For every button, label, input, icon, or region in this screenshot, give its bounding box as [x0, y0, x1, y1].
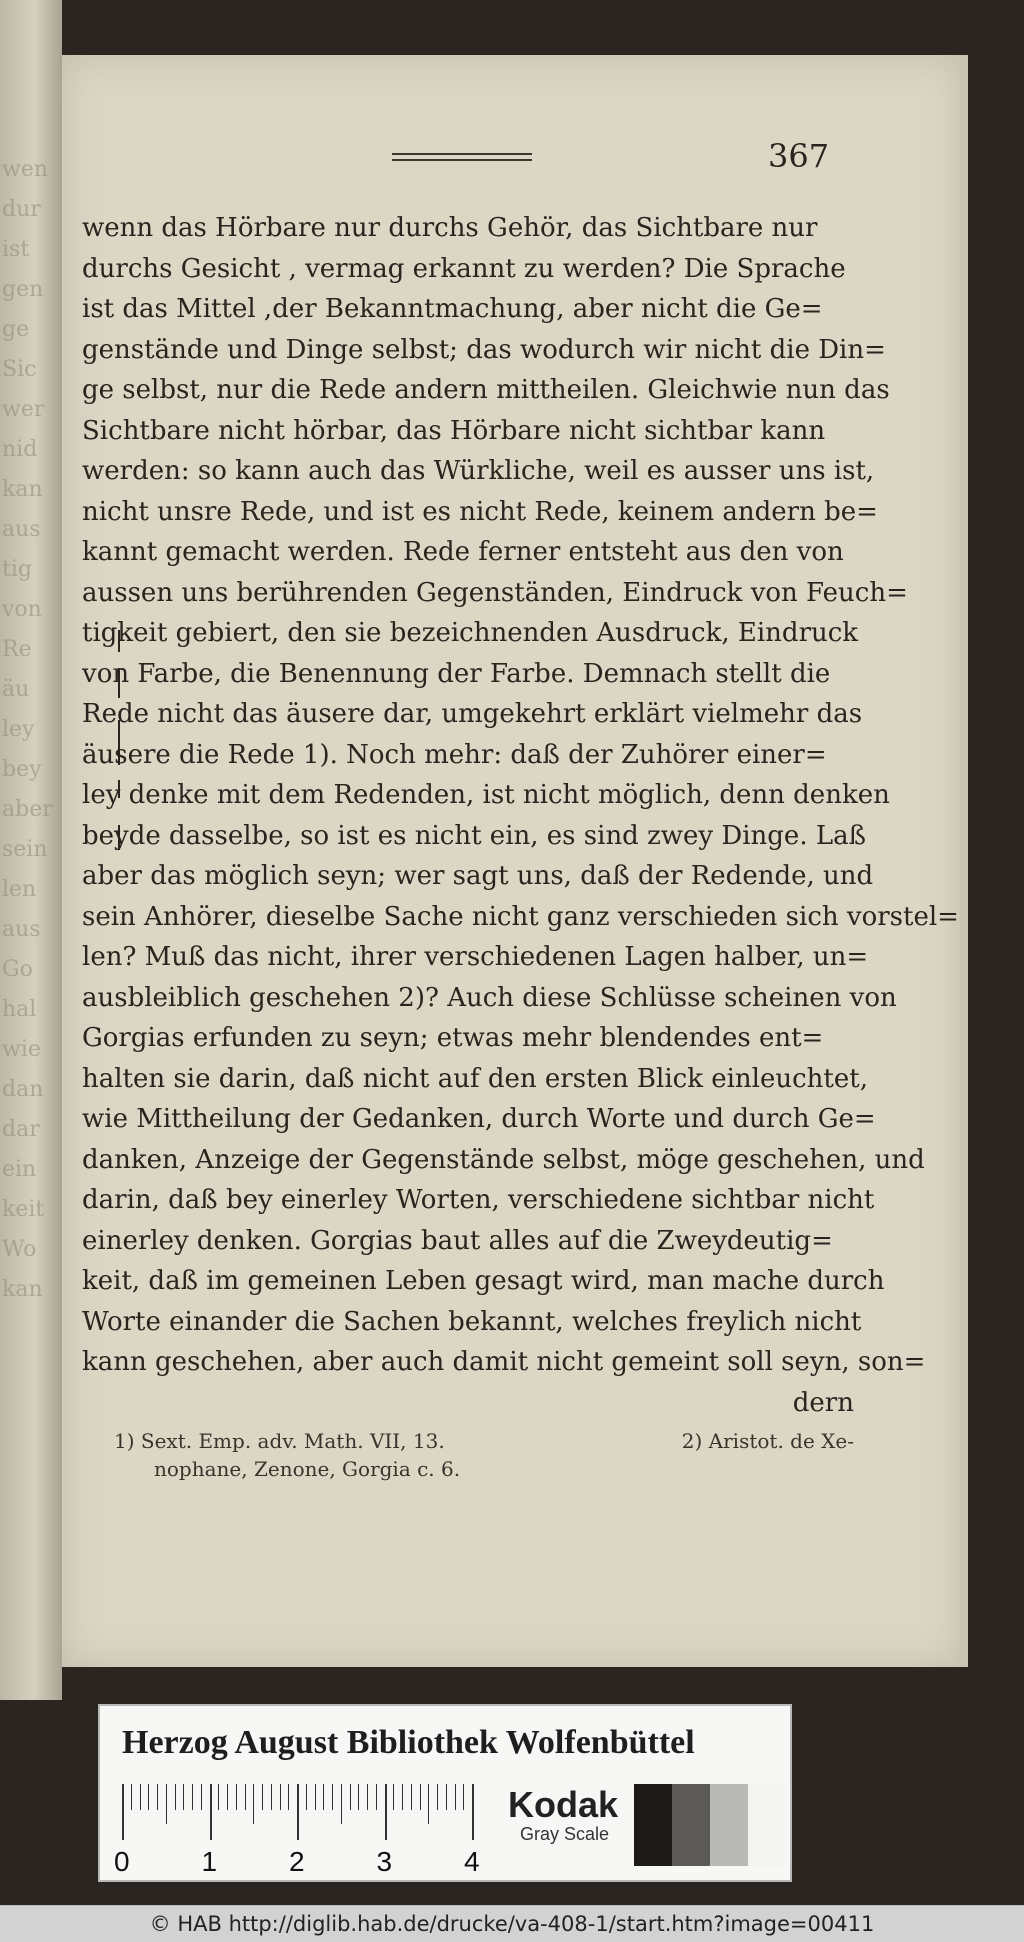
text-line-content: von Farbe, die Benennung der Farbe. Demnach stellt die — [82, 658, 831, 689]
ruler-tick — [262, 1784, 263, 1810]
footnote-2-continuation: nophane, Zenone, Gorgia c. 6. — [154, 1457, 461, 1481]
ruler-tick — [350, 1784, 351, 1810]
text-line — [82, 1180, 875, 1221]
text-line-content: werden: so kann auch das Würkliche, weil es ausser uns ist, — [82, 456, 875, 486]
gray-scale-swatches — [634, 1784, 786, 1866]
ruler-tick — [157, 1784, 158, 1810]
text-line-content: Sichtbare nicht hörbar, das Hörbare nicht sichtbar kann — [82, 415, 826, 446]
text-line — [82, 208, 854, 249]
text-line — [82, 937, 869, 978]
ruler-tick — [271, 1784, 272, 1810]
adjacent-page-ghost-text: wen dur ist gen ge Sic wer nid kan aus tig von Re äu ley bey aber sein len aus Go hal wie dan dar ein keit Wo kan — [2, 157, 53, 1302]
book-page — [62, 55, 962, 1667]
ruler-tick — [402, 1784, 403, 1810]
ruler-tick — [175, 1784, 176, 1810]
text-line-content: tigkeit gebiert, den sie bezeichnenden Ausdruck, Eindruck — [82, 618, 859, 648]
footnote-1: 1) Sext. Emp. adv. Math. VII, 13. — [114, 1429, 445, 1453]
body-text — [82, 208, 959, 1423]
text-line-content: wie Mittheilung der Gedanken, durch Worte und durch Ge= — [82, 1104, 876, 1134]
ruler-label: 4 — [464, 1846, 480, 1877]
text-line — [82, 451, 875, 492]
calibration-title: Herzog August Bibliothek Wolfenbüttel — [122, 1724, 695, 1761]
ruler-tick — [288, 1784, 289, 1810]
text-line — [82, 1099, 876, 1140]
measurement-ruler — [122, 1784, 482, 1844]
header-rule — [392, 153, 532, 161]
text-line-content: ge selbst, nur die Rede andern mittheilen. Gleichwie nun das — [82, 375, 890, 405]
copyright-text: © HAB http://diglib.hab.de/drucke/va-408-1/start.htm?image=00411 — [149, 1912, 875, 1936]
page-number: 367 — [768, 137, 830, 175]
ruler-tick — [122, 1784, 124, 1840]
text-line-content: ley denke mit dem Redenden, ist nicht möglich, denn denken — [82, 780, 890, 810]
text-line-content: aussen uns berührenden Gegenständen, Eindruck von Feuch= — [82, 577, 908, 608]
ruler-tick — [428, 1784, 429, 1824]
text-line-content: darin, daß bey einerley Worten, verschiedene sichtbar nicht — [82, 1185, 875, 1215]
text-line-content: äusere die Rede 1). Noch mehr: daß der Zuhörer einer= — [82, 739, 827, 770]
text-line-content: halten sie darin, daß nicht auf den ersten Blick einleuchtet, — [82, 1063, 868, 1094]
text-line — [82, 330, 886, 371]
text-line — [82, 816, 866, 857]
ruler-tick — [411, 1784, 412, 1810]
text-line — [82, 856, 874, 897]
text-line — [82, 1383, 854, 1424]
ruler-labels — [114, 1846, 494, 1876]
ruler-tick — [446, 1784, 447, 1810]
ruler-label: 3 — [376, 1846, 393, 1877]
ruler-tick — [253, 1784, 254, 1824]
text-line-content: dern — [792, 1387, 854, 1418]
text-line — [82, 411, 854, 452]
ruler-tick — [376, 1784, 377, 1810]
text-line — [82, 654, 854, 695]
text-line — [82, 1018, 854, 1059]
text-line — [82, 492, 878, 533]
text-line-content: keit, daß im gemeinen Leben gesagt wird, man mache durch — [82, 1266, 885, 1296]
ruler-label: 1 — [201, 1846, 218, 1877]
gray-swatch — [672, 1784, 710, 1866]
adjacent-page-edge — [0, 0, 62, 1700]
text-line — [82, 532, 854, 573]
ruler-tick — [332, 1784, 333, 1810]
ruler-tick — [385, 1784, 387, 1840]
gray-swatch — [634, 1784, 672, 1866]
text-line-content: nicht unsre Rede, und ist es nicht Rede, keinem andern be= — [82, 496, 878, 527]
text-line-content: durchs Gesicht , vermag erkannt zu werden? Die Sprache — [82, 253, 846, 284]
ruler-tick — [420, 1784, 421, 1810]
text-line — [82, 978, 897, 1019]
gray-swatch — [710, 1784, 748, 1866]
text-line — [82, 289, 854, 330]
text-line-content: Gorgias erfunden zu seyn; etwas mehr blendendes ent= — [82, 1023, 824, 1053]
ruler-tick — [297, 1784, 299, 1840]
gray-swatch — [748, 1784, 786, 1866]
text-line — [82, 897, 959, 938]
ruler-tick — [323, 1784, 324, 1810]
text-line-content: kannt gemacht werden. Rede ferner entsteht aus den von — [82, 537, 844, 567]
text-line — [82, 1342, 926, 1383]
text-line — [82, 775, 890, 816]
ruler-tick — [131, 1784, 132, 1810]
text-line — [82, 1059, 868, 1100]
ruler-tick — [393, 1784, 394, 1810]
footnotes — [114, 1427, 854, 1483]
ruler-tick — [218, 1784, 219, 1810]
text-line-content: einerley denken. Gorgias baut alles auf die Zweydeutig= — [82, 1225, 833, 1256]
ruler-tick — [455, 1784, 456, 1810]
text-line — [82, 249, 854, 290]
text-line — [82, 1261, 885, 1302]
text-line-content: sein Anhörer, dieselbe Sache nicht ganz verschieden sich vorstel= — [82, 901, 959, 932]
ruler-tick — [315, 1784, 316, 1810]
text-line-content: danken, Anzeige der Gegenstände selbst, möge geschehen, und — [82, 1144, 925, 1175]
gray-scale-label: Gray Scale — [520, 1824, 610, 1844]
text-line — [82, 1221, 854, 1262]
text-line — [82, 694, 863, 735]
text-line-content: genstände und Dinge selbst; das wodurch wir nicht die Din= — [82, 334, 886, 365]
text-line — [82, 573, 908, 614]
text-line-content: ist das Mittel ,der Bekanntmachung, aber nicht die Ge= — [82, 294, 823, 324]
ruler-tick — [236, 1784, 237, 1810]
ruler-tick — [306, 1784, 307, 1810]
calibration-card — [98, 1704, 792, 1882]
ruler-tick — [358, 1784, 359, 1810]
ruler-tick — [201, 1784, 202, 1810]
footnote-2: 2) Aristot. de Xe- — [681, 1429, 854, 1453]
text-line-content: ausbleiblich geschehen 2)? Auch diese Schlüsse scheinen von — [82, 982, 897, 1013]
ruler-tick — [183, 1784, 184, 1810]
text-line-content: beyde dasselbe, so ist es nicht ein, es sind zwey Dinge. Laß — [82, 820, 866, 851]
ruler-tick — [367, 1784, 368, 1810]
ruler-tick — [166, 1784, 167, 1824]
text-line-content: wenn das Hörbare nur durchs Gehör, das Sichtbare nur — [82, 213, 818, 243]
copyright-bar — [0, 1905, 1024, 1942]
ruler-tick — [245, 1784, 246, 1810]
kodak-logo: Kodak — [508, 1784, 619, 1825]
ruler-tick — [463, 1784, 464, 1810]
ruler-tick — [148, 1784, 149, 1810]
ruler-label: 2 — [289, 1846, 305, 1877]
ruler-tick — [280, 1784, 281, 1810]
text-line — [82, 1140, 925, 1181]
text-line-content: len? Muß das nicht, ihrer verschiedenen Lagen halber, un= — [82, 942, 869, 972]
text-line-content: Worte einander die Sachen bekannt, welches freylich nicht — [82, 1306, 862, 1337]
ruler-tick — [227, 1784, 228, 1810]
text-line — [82, 1302, 862, 1343]
ruler-tick — [192, 1784, 193, 1810]
text-line — [82, 370, 890, 411]
ruler-tick — [210, 1784, 212, 1840]
ruler-tick — [140, 1784, 141, 1810]
text-line-content: kann geschehen, aber auch damit nicht gemeint soll seyn, son= — [82, 1347, 926, 1377]
ruler-tick — [341, 1784, 342, 1824]
ruler-tick — [437, 1784, 438, 1810]
ruler-label: 0 — [114, 1846, 130, 1877]
text-line-content: Rede nicht das äusere dar, umgekehrt erklärt vielmehr das — [82, 699, 863, 729]
text-line — [82, 735, 854, 776]
ruler-tick — [472, 1784, 474, 1840]
text-line — [82, 613, 859, 654]
text-line-content: aber das möglich seyn; wer sagt uns, daß der Redende, und — [82, 861, 874, 891]
